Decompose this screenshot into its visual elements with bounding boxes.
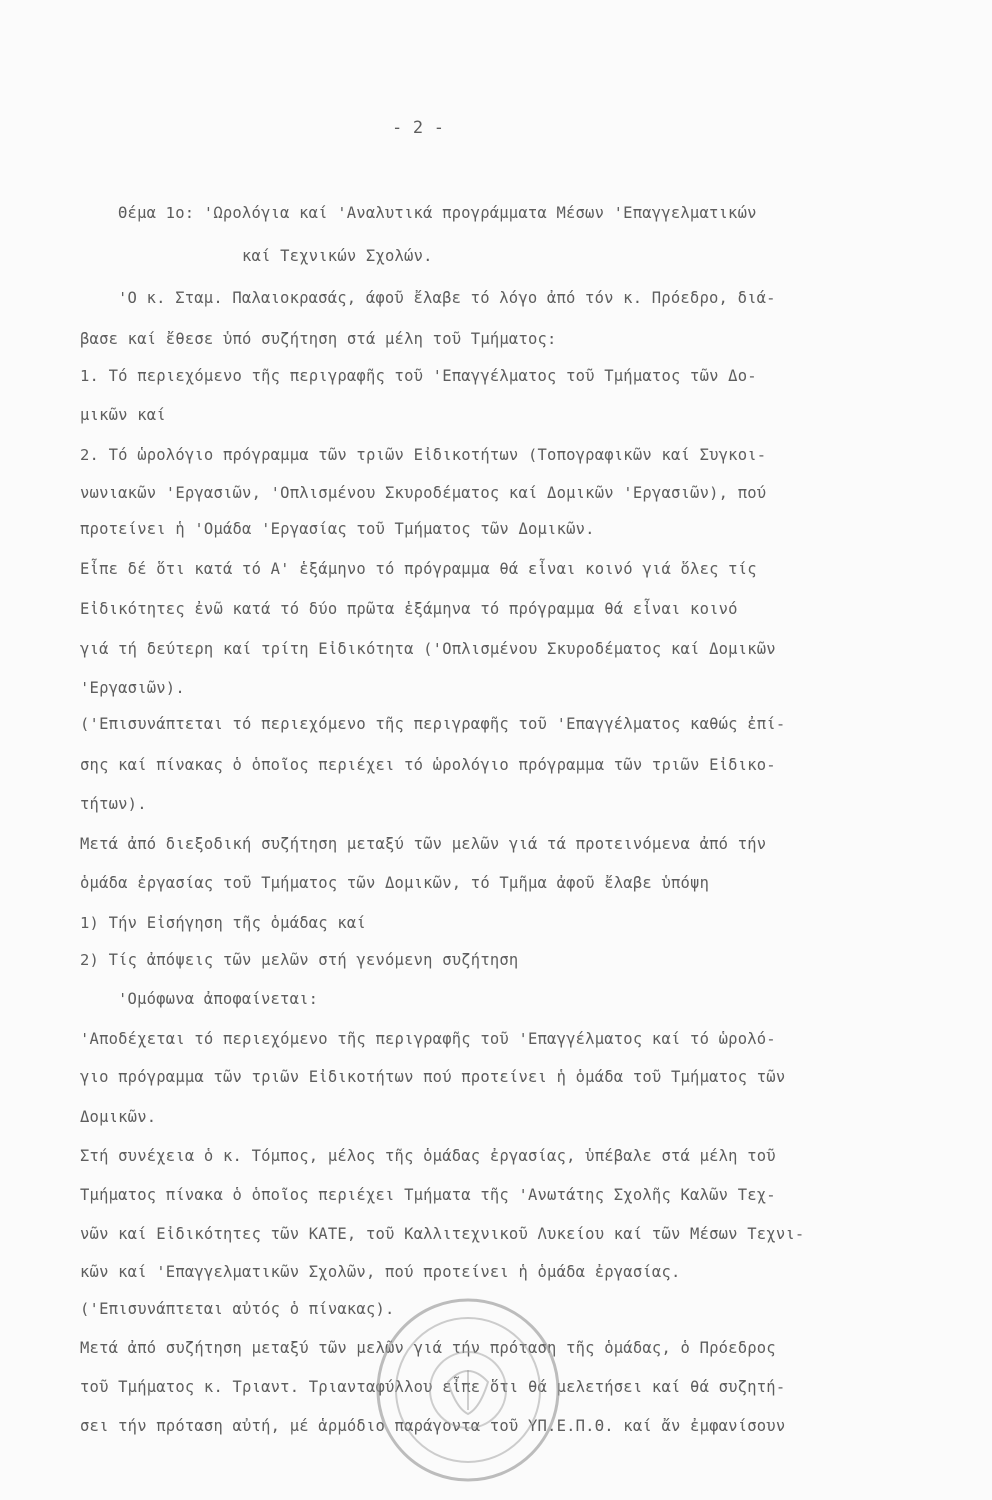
text-line: γιο πρόγραμμα τῶν τριῶν Εἰδικοτήτων πού προτείνει ἡ ὁμάδα τοῦ Τμήματος τῶν <box>80 1068 786 1086</box>
text-line: ('Επισυνάπτεται αὐτός ὁ πίνακας). <box>80 1300 395 1318</box>
text-line: Μετά ἀπό συζήτηση μεταξύ τῶν μελῶν γιά τήν πρόταση τῆς ὁμάδας, ὁ Πρόεδρος <box>80 1339 776 1357</box>
page-number: - 2 - <box>392 118 445 138</box>
text-line: Μετά ἀπό διεξοδική συζήτηση μεταξύ τῶν μελῶν γιά τά προτεινόμενα ἀπό τήν <box>80 835 767 853</box>
text-line: κῶν καί 'Επαγγελματικῶν Σχολῶν, πού προτείνει ἡ ὁμάδα ἐργασίας. <box>80 1263 681 1281</box>
text-line: ('Επισυνάπτεται τό περιεχόμενο τῆς περιγραφῆς τοῦ 'Επαγγέλματος καθώς ἐπί- <box>80 715 786 733</box>
text-line: 1) Τήν Εἰσήγηση τῆς ὁμάδας καί <box>80 914 366 932</box>
text-line: Εἰδικότητες ἐνῶ κατά τό δύο πρῶτα ἑξάμηνα τό πρόγραμμα θά εἶναι κοινό <box>80 600 738 618</box>
text-line: μικῶν καί <box>80 406 166 424</box>
text-line: νῶν καί Εἰδικότητες τῶν ΚΑΤΕ, τοῦ Καλλιτεχνικοῦ Λυκείου καί τῶν Μέσων Τεχνι- <box>80 1225 805 1243</box>
text-line: Στή συνέχεια ὁ κ. Τόμπος, μέλος τῆς ὁμάδας ἐργασίας, ὑπέβαλε στά μέλη τοῦ <box>80 1147 776 1165</box>
text-line: 1. Τό περιεχόμενο τῆς περιγραφῆς τοῦ 'Επαγγέλματος τοῦ Τμήματος τῶν Δο- <box>80 367 757 385</box>
text-line: Τμήματος πίνακα ὁ ὁποῖος περιέχει Τμήματα τῆς 'Ανωτάτης Σχολῆς Καλῶν Τεχ- <box>80 1186 776 1204</box>
text-line: τήτων). <box>80 795 147 813</box>
text-line: νωνιακῶν 'Εργασιῶν, 'Οπλισμένου Σκυροδέματος καί Δομικῶν 'Εργασιῶν), πού <box>80 484 767 502</box>
text-line: 2. Τό ὡρολόγιο πρόγραμμα τῶν τριῶν Εἰδικοτήτων (Τοπογραφικῶν καί Συγκοι- <box>80 446 767 464</box>
text-line: σει τήν πρόταση αὐτή, μέ ἁρμόδιο παράγοντα τοῦ ΥΠ.Ε.Π.Θ. καί ἄν ἐμφανίσουν <box>80 1417 786 1435</box>
official-stamp <box>368 1290 568 1490</box>
text-line: 'Ο κ. Σταμ. Παλαιοκρασάς, άφοῦ ἔλαβε τό λόγο ἀπό τόν κ. Πρόεδρο, διά- <box>118 289 776 307</box>
text-line: 2) Τίς ἀπόψεις τῶν μελῶν στή γενόμενη συζήτηση <box>80 951 519 969</box>
text-line: 'Αποδέχεται τό περιεχόμενο τῆς περιγραφῆς τοῦ 'Επαγγέλματος καί τό ὡρολό- <box>80 1030 776 1048</box>
text-line: γιά τή δεύτερη καί τρίτη Εἰδικότητα ('Οπλισμένου Σκυροδέματος καί Δομικῶν <box>80 640 776 658</box>
text-line: ὁμάδα ἐργασίας τοῦ Τμήματος τῶν Δομικῶν, τό Τμῆμα ἀφοῦ ἔλαβε ὑπόψη <box>80 874 710 892</box>
text-line: βασε καί ἔθεσε ὑπό συζήτηση στά μέλη τοῦ Τμήματος: <box>80 330 557 348</box>
text-line: Θέμα 1ο: 'Ωρολόγια καί 'Αναλυτικά προγράμματα Μέσων 'Επαγγελματικών <box>118 204 757 222</box>
text-line: σης καί πίνακας ὁ ὁποῖος περιέχει τό ὡρολόγιο πρόγραμμα τῶν τριῶν Εἰδικο- <box>80 756 776 774</box>
text-line: καί Τεχνικών Σχολών. <box>242 247 433 265</box>
text-line: Δομικῶν. <box>80 1108 157 1126</box>
text-line: 'Εργασιῶν). <box>80 679 185 697</box>
text-line: Εἶπε δέ ὅτι κατά τό Α' ἑξάμηνο τό πρόγραμμα θά εἶναι κοινό γιά ὅλες τίς <box>80 560 757 578</box>
text-line: τοῦ Τμήματος κ. Τριαντ. Τριανταφύλλου εἶπε ὅτι θά μελετήσει καί θά συζητή- <box>80 1378 786 1396</box>
text-line: προτείνει ἡ 'Ομάδα 'Εργασίας τοῦ Τμήματος τῶν Δομικῶν. <box>80 520 595 538</box>
text-line: 'Ομόφωνα ἀποφαίνεται: <box>118 990 319 1008</box>
